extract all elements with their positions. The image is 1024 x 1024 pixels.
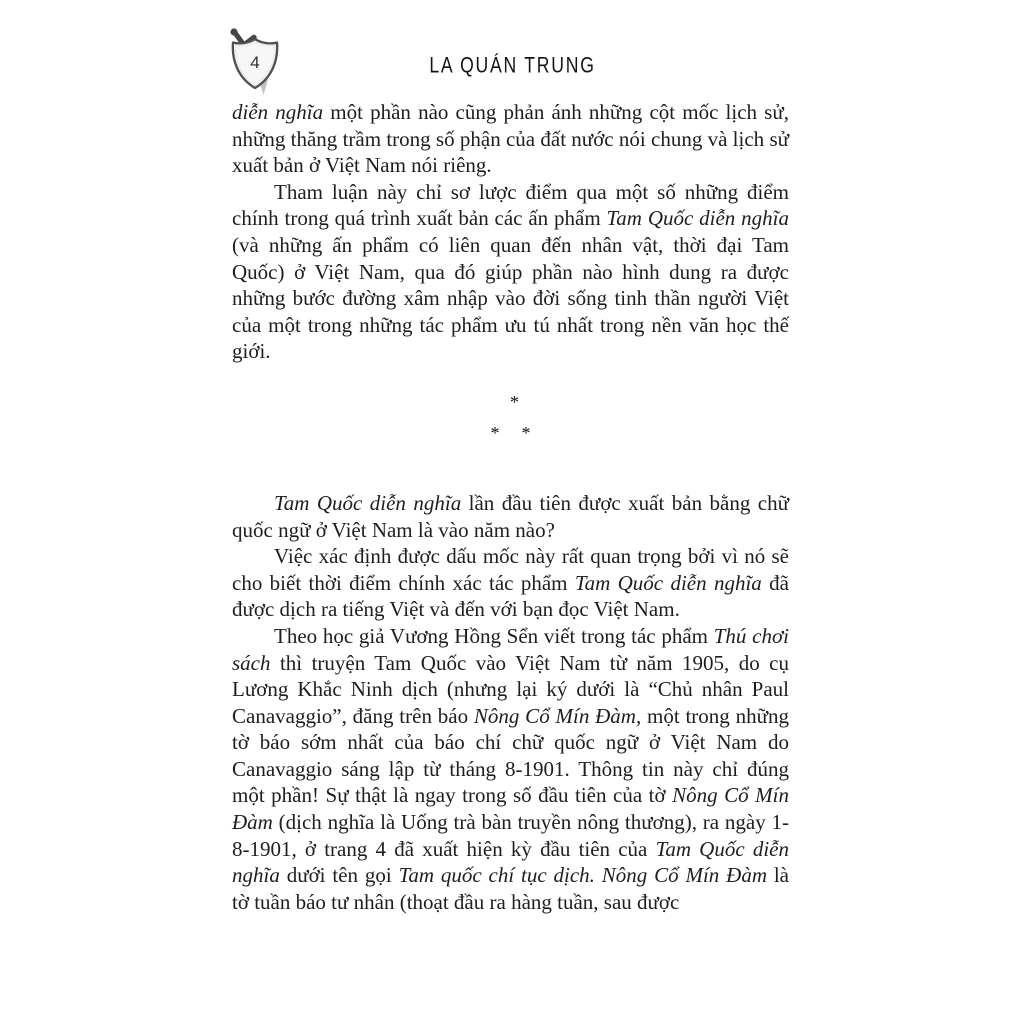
paragraph <box>232 99 789 179</box>
text-segment: lần đầu tiên được xuất bản bằng chữ quốc ngữ ở Việt Nam là vào năm nào? <box>232 490 789 542</box>
work-title-segment: Tam Quốc diễn nghĩa <box>606 206 789 231</box>
work-title-segment: Nông Cổ Mín Đàm <box>232 783 790 835</box>
work-title-segment: Tam quốc chí tục dịch. Nông Cổ Mín Đàm <box>398 863 767 888</box>
page-number: 4 <box>250 53 260 72</box>
work-title-segment: Tam Quốc diễn nghĩa <box>274 490 462 515</box>
text-segment: thì truyện Tam Quốc vào Việt Nam từ năm 1905, do cụ Lương Khắc Ninh dịch (nhưng lại ký dưới là “Chủ nhân Paul Canavaggio”, đăng trên báo <box>232 650 789 728</box>
work-title-segment: Nông Cổ Mín Đàm, <box>473 703 642 728</box>
text-segment: Việc xác định được dấu mốc này rất quan trọng bởi vì nó sẽ cho biết thời điểm chính xác tác phẩm <box>232 544 789 595</box>
text-segment: Theo học giả Vương Hồng Sển viết trong tác phẩm <box>274 623 714 648</box>
text-segment: dưới tên gọi <box>279 863 399 888</box>
paragraph <box>232 623 789 916</box>
paragraph <box>232 490 789 543</box>
divider-star-top: * <box>510 391 519 412</box>
paragraph <box>232 179 789 365</box>
work-title-segment: diễn nghĩa <box>232 100 324 124</box>
work-title-segment: Tam Quốc diễn nghĩa <box>232 836 789 888</box>
divider-star: * <box>490 422 500 443</box>
text-segment: (và những ấn phẩm có liên quan đến nhân vật, thời đại Tam Quốc) ở Việt Nam, qua đó giúp phần nào hình dung ra được những bước đường xâm nhập vào đời sống tinh thần người Việt của một trong những tác phẩm ưu tú nhất trong nền văn học thế giới. <box>232 232 789 364</box>
divider-star: * <box>521 422 531 443</box>
text-segment: (dịch nghĩa là Uống trà bàn truyền nông thương), ra ngày 1-8-1901, ở trang 4 đã xuất hiện kỳ đầu tiên của <box>232 810 789 861</box>
section-divider <box>232 391 789 444</box>
text-segment: một trong những tờ báo sớm nhất của báo chí chữ quốc ngữ ở Việt Nam do Canavaggio sáng lập từ tháng 8-1901. Thông tin này chỉ đúng một phần! Sự thật là ngay trong số đầu tiên của tờ <box>232 703 789 808</box>
paragraph <box>232 543 789 623</box>
text-segment: một phần nào cũng phản ánh những cột mốc lịch sử, những thăng trầm trong số phận của đất nước nói chung và lịch sử xuất bản ở Việt Nam nói riêng. <box>232 100 789 178</box>
page-header <box>0 0 1024 100</box>
text-segment: đã được dịch ra tiếng Việt và đến với bạn đọc Việt Nam. <box>232 570 789 622</box>
running-header <box>0 55 1024 78</box>
divider-star-row <box>232 422 789 444</box>
running-header-title: LA QUÁN TRUNG <box>428 53 596 79</box>
text-segment: là tờ tuần báo tư nhân (thoạt đầu ra hàng tuần, sau được <box>232 863 790 914</box>
work-title-segment: Thú chơi sách <box>232 623 789 675</box>
page-body <box>232 99 789 915</box>
work-title-segment: Tam Quốc diễn nghĩa <box>574 570 762 595</box>
text-segment: Tham luận này chỉ sơ lược điểm qua một số những điểm chính trong quá trình xuất bản các ấn phẩm <box>232 179 789 231</box>
